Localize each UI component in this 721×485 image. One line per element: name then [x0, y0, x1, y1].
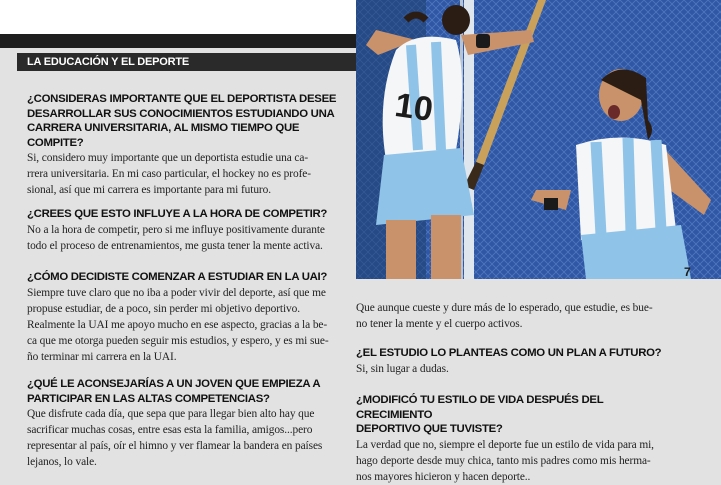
question-3 [27, 270, 337, 285]
answer-line: Realmente la UAI me apoyo mucho en ese aspecto, gracias a la be- [27, 318, 328, 331]
qa-block-3 [27, 270, 337, 365]
continuation-paragraph [356, 300, 666, 332]
header-dark-band [0, 34, 356, 48]
answer-4 [27, 406, 337, 470]
answer-line: sional, así que mi carrera es importante para mi futuro. [27, 184, 271, 196]
continuation-text [356, 300, 666, 332]
qa-block-5 [356, 346, 666, 377]
qa-block-1 [27, 92, 337, 198]
question-4 [27, 377, 337, 406]
question-2 [27, 207, 337, 222]
answer-line: nos mayores hicieron y hacen deporte.. [356, 470, 531, 483]
answer-line: lejanos, lo vale. [27, 456, 97, 468]
answer-line: propuse estudiar, de a poco, sin perder mi objetivo deportivo. [27, 302, 300, 315]
answer-5 [356, 361, 666, 377]
answer-line: hago deporte desde muy chica, tanto mis padres como mis herma- [356, 454, 651, 467]
answer-1 [27, 150, 337, 198]
answer-line: Si, considero muy importante que un deportista estudie una ca- [27, 152, 309, 164]
answer-line: sacrificar muchas cosas, entre esas esta la familia, amigos...pero [27, 424, 313, 436]
header-white-band [0, 0, 356, 34]
jersey-number-10: 10 [392, 86, 436, 129]
question-line: ¿MODIFICÓ TU ESTILO DE VIDA DESPUÉS DEL CRECIMIENTO [356, 394, 604, 421]
answer-line: Que aunque cueste y dure más de lo esperado, que estudie, es bue- [356, 302, 653, 314]
answer-2 [27, 222, 337, 254]
question-line: ¿CÓMO DECIDISTE COMENZAR A ESTUDIAR EN LA UAI? [27, 271, 328, 283]
answer-line: ca que me otorga pueden seguir mis estudios, y espero, y es mi sue- [27, 334, 329, 347]
answer-line: La verdad que no, siempre el deporte fue un estilo de vida para mi, [356, 438, 654, 451]
answer-line: no tener la mente y el cuerpo activos. [356, 318, 523, 330]
question-line: CARRERA UNIVERSITARIA, AL MISMO TIEMPO QUE COMPITE? [27, 122, 300, 149]
question-line: ¿EL ESTUDIO LO PLANTEAS COMO UN PLAN A FUTURO? [356, 347, 662, 359]
question-line: ¿QUÉ LE ACONSEJARÍAS A UN JOVEN QUE EMPIEZA A [27, 378, 321, 390]
answer-line: Que disfrute cada día, que sepa que para llegar bien alto hay que [27, 408, 315, 420]
photo-illustration [356, 0, 721, 279]
question-line: ¿CONSIDERAS IMPORTANTE QUE EL DEPORTISTA DESEE [27, 93, 337, 105]
question-line: DESARROLLAR SUS CONOCIMIENTOS ESTUDIANDO UNA [27, 107, 335, 120]
question-5 [356, 346, 666, 361]
question-6 [356, 393, 666, 437]
answer-line: No a la hora de competir, pero si me influye positivamente durante [27, 223, 325, 236]
answer-line: todo el proceso de entrenamientos, me gusta tener la mente activa. [27, 239, 323, 252]
qa-block-4 [27, 377, 337, 470]
answer-line: representar al país, oír el himno y ver flamear la bandera en países [27, 440, 323, 452]
answer-line: rrera universitaria. En mi caso particular, el hockey no es profe- [27, 168, 311, 180]
question-1 [27, 92, 337, 150]
jersey-number-7: 7 [684, 265, 691, 279]
answer-3 [27, 285, 337, 365]
section-title: LA EDUCACIÓN Y EL DEPORTE [17, 53, 356, 71]
answer-line: Si, sin lugar a dudas. [356, 362, 449, 375]
qa-block-2 [27, 207, 337, 254]
question-line: ¿CREES QUE ESTO INFLUYE A LA HORA DE COMPETIR? [27, 208, 328, 220]
hockey-celebration-photo [356, 0, 721, 279]
qa-block-6 [356, 393, 666, 485]
question-line: PARTICIPAR EN LAS ALTAS COMPETENCIAS? [27, 392, 270, 405]
answer-6 [356, 437, 666, 485]
question-line: DEPORTIVO QUE TUVISTE? [356, 423, 503, 435]
answer-line: ño terminar mi carrera en la UAI. [27, 350, 177, 363]
answer-line: Siempre tuve claro que no iba a poder vivir del deporte, así que me [27, 286, 326, 299]
